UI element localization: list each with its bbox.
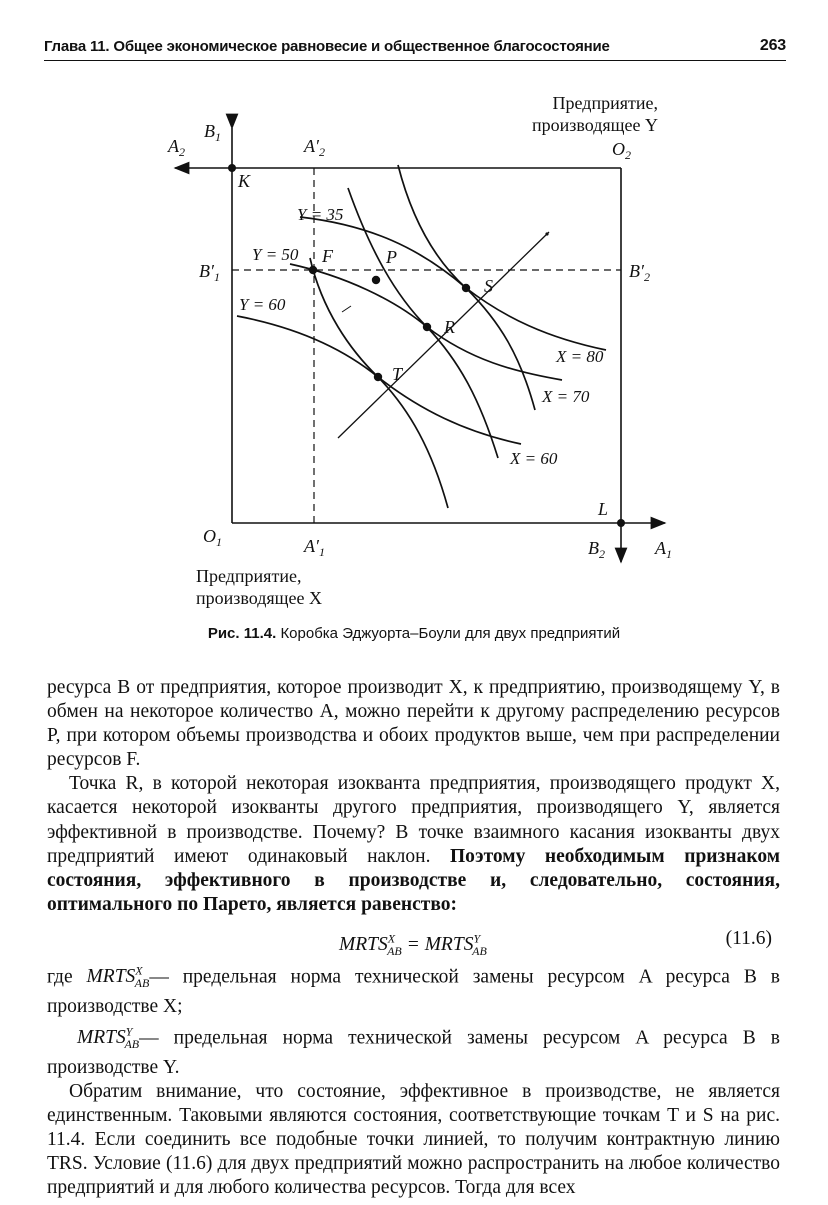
label-a1: $A_1$ xyxy=(655,538,672,561)
caption-number: Рис. 11.4. xyxy=(207,625,277,642)
point-r xyxy=(423,323,431,331)
chapter-title: Глава 11. Общее экономическое равновесие и общественное благосостояние xyxy=(44,38,610,55)
label-l: L xyxy=(598,499,609,519)
isoquant-x-70 xyxy=(348,188,498,458)
formula: $MRTS^X_{AB}$ = $MRTS^Y_{AB}$ xyxy=(339,931,487,959)
label-o1: $O_1$ xyxy=(203,526,222,549)
label-o2: $O_2$ xyxy=(612,139,631,162)
firm-x-label-line2: производящее X xyxy=(196,588,323,608)
edgeworth-box-figure xyxy=(0,80,828,640)
point-k xyxy=(228,164,236,172)
paragraph-2 xyxy=(47,772,780,917)
paragraph-1: ресурса B от предприятия, которое производит X, к предприятию, производящему Y, в обмен на некоторое количество A, можно перейти к другому распределению ресурсов P, при котором объемы производства и обоих продуктов выше, чем при распределении ресурсов F. xyxy=(47,677,780,771)
firm-x-label xyxy=(196,565,396,609)
paragraph-3: Обратим внимание, что состояние, эффективное в производстве, не является единственным. Таковыми являются состояния, соответствующие точкам T и S на рис. 11.4. Если соединить все подобные точки линией, то получим контрактную линию TRS. Условие (11.6) для двух предприятий можно распространить на любое количество предприятий и для любого количества ресурсов. Тогда для всех xyxy=(47,1081,780,1199)
page-number: 263 xyxy=(759,37,786,54)
body-text xyxy=(47,676,780,1201)
definition-1: где $MRTS^X_{AB}—$ предельная норма технической замены ресурсом A ресурса B в производстве X; xyxy=(47,963,780,1018)
label-a2-prime: $A'_2$ xyxy=(304,136,325,159)
label-b1: $B_1$ xyxy=(204,121,221,144)
definition-2: $MRTS^Y_{AB}—$ предельная норма технической замены ресурсом A ресурса B в производстве Y. xyxy=(47,1024,780,1078)
edgeworth-box-diagram xyxy=(0,80,828,640)
formula-11-6 xyxy=(47,919,780,959)
formula-number: (11.6) xyxy=(725,927,772,949)
label-t: T xyxy=(392,364,403,384)
label-a1-prime: $A'_1$ xyxy=(304,536,325,559)
point-l xyxy=(617,519,625,527)
firm-y-label-line1: Предприятие, xyxy=(552,93,658,113)
stray-mark xyxy=(342,306,351,312)
figure-caption xyxy=(0,625,828,642)
label-r: R xyxy=(444,317,455,337)
paragraph-2-bold: Поэтому необходимым признаком состояния, эффективного в производстве и, следовательно, состояния, оптимального по Парето, является равенство: xyxy=(47,845,780,915)
label-a2: $A_2$ xyxy=(168,136,185,159)
firm-y-label-line2: производящее Y xyxy=(531,115,658,135)
label-b1-prime: $B'_1$ xyxy=(199,261,220,284)
label-b2: $B_2$ xyxy=(588,538,605,561)
label-k: K xyxy=(238,171,251,191)
point-t xyxy=(374,373,382,381)
firm-x-label-line1: Предприятие, xyxy=(196,566,302,586)
contract-line-end-dot xyxy=(545,232,548,235)
firm-y-label xyxy=(480,92,658,136)
caption-text: Коробка Эджуорта–Боули для двух предприятий xyxy=(280,625,621,642)
label-x60: X = 60 xyxy=(510,449,558,468)
paragraph-2-normal: Точка R, в которой некоторая изокванта предприятия, производящего продукт X, касается некоторой изокванты другого предприятия, производящего Y, является эффективной в производстве. Почему? В точке взаимного касания изокванты двух предприятий имеют одинаковый наклон. xyxy=(47,773,780,867)
label-p: P xyxy=(386,247,397,267)
label-x70: X = 70 xyxy=(542,387,590,406)
label-y50: Y = 50 xyxy=(252,245,299,264)
point-f xyxy=(309,266,317,274)
label-y60: Y = 60 xyxy=(239,295,286,314)
label-x80: X = 80 xyxy=(556,347,604,366)
label-s: S xyxy=(484,276,493,296)
label-f: F xyxy=(322,246,333,266)
label-b2-prime: $B'_2$ xyxy=(629,261,650,284)
point-p xyxy=(372,276,380,284)
point-s xyxy=(462,284,470,292)
page-header xyxy=(44,36,786,61)
label-y35: Y = 35 xyxy=(297,205,344,224)
